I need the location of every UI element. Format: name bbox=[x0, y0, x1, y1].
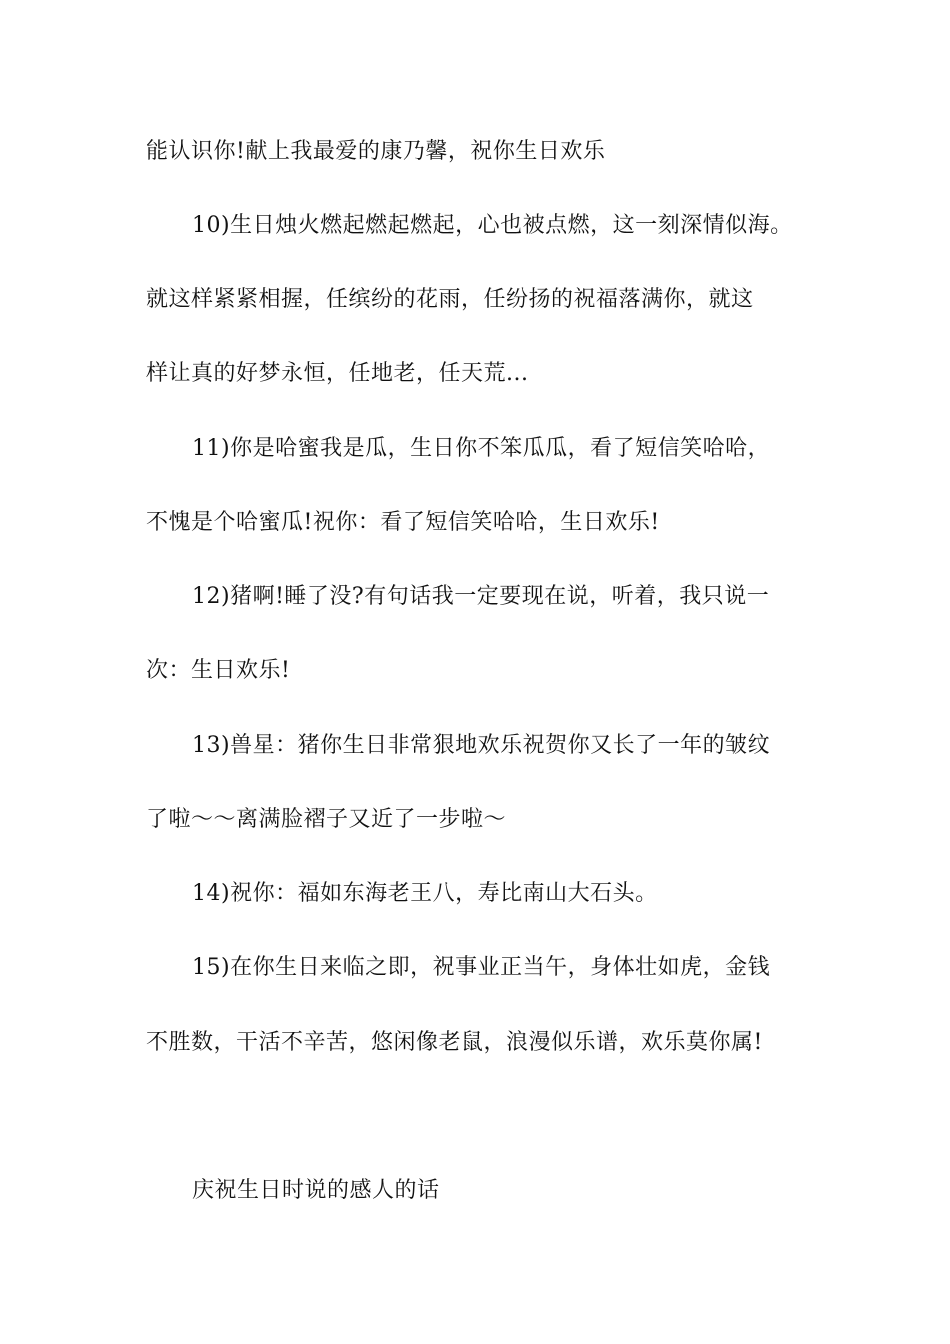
text-line-10: 了啦～～离满脸褶子又近了一步啦～ bbox=[146, 807, 507, 832]
text-line-11: 14)祝你：福如东海老王八，寿比南山大石头。 bbox=[192, 881, 658, 906]
text-line-13: 不胜数，干活不辛苦，悠闲像老鼠，浪漫似乐谱，欢乐莫你属! bbox=[146, 1030, 763, 1055]
section-heading: 庆祝生日时说的感人的话 bbox=[192, 1178, 440, 1203]
text-line-5: 11)你是哈蜜我是瓜，生日你不笨瓜瓜，看了短信笑哈哈， bbox=[192, 436, 771, 461]
text-line-2: 10)生日烛火燃起燃起燃起，心也被点燃，这一刻深情似海。 bbox=[192, 213, 793, 238]
text-line-12: 15)在你生日来临之即，祝事业正当午，身体壮如虎，金钱 bbox=[192, 955, 771, 980]
text-line-3: 就这样紧紧相握，任缤纷的花雨，任纷扬的祝福落满你，就这 bbox=[146, 287, 754, 312]
text-line-1: 能认识你!献上我最爱的康乃馨，祝你生日欢乐 bbox=[146, 139, 606, 164]
text-line-9: 13)兽星：猪你生日非常狠地欢乐祝贺你又长了一年的皱纹 bbox=[192, 733, 771, 758]
text-line-6: 不愧是个哈蜜瓜!祝你：看了短信笑哈哈，生日欢乐! bbox=[146, 510, 660, 535]
text-line-4: 样让真的好梦永恒，任地老，任天荒... bbox=[146, 361, 529, 386]
text-line-8: 次：生日欢乐! bbox=[146, 658, 291, 683]
text-line-7: 12)猪啊!睡了没?有句话我一定要现在说，听着，我只说一 bbox=[192, 584, 770, 609]
